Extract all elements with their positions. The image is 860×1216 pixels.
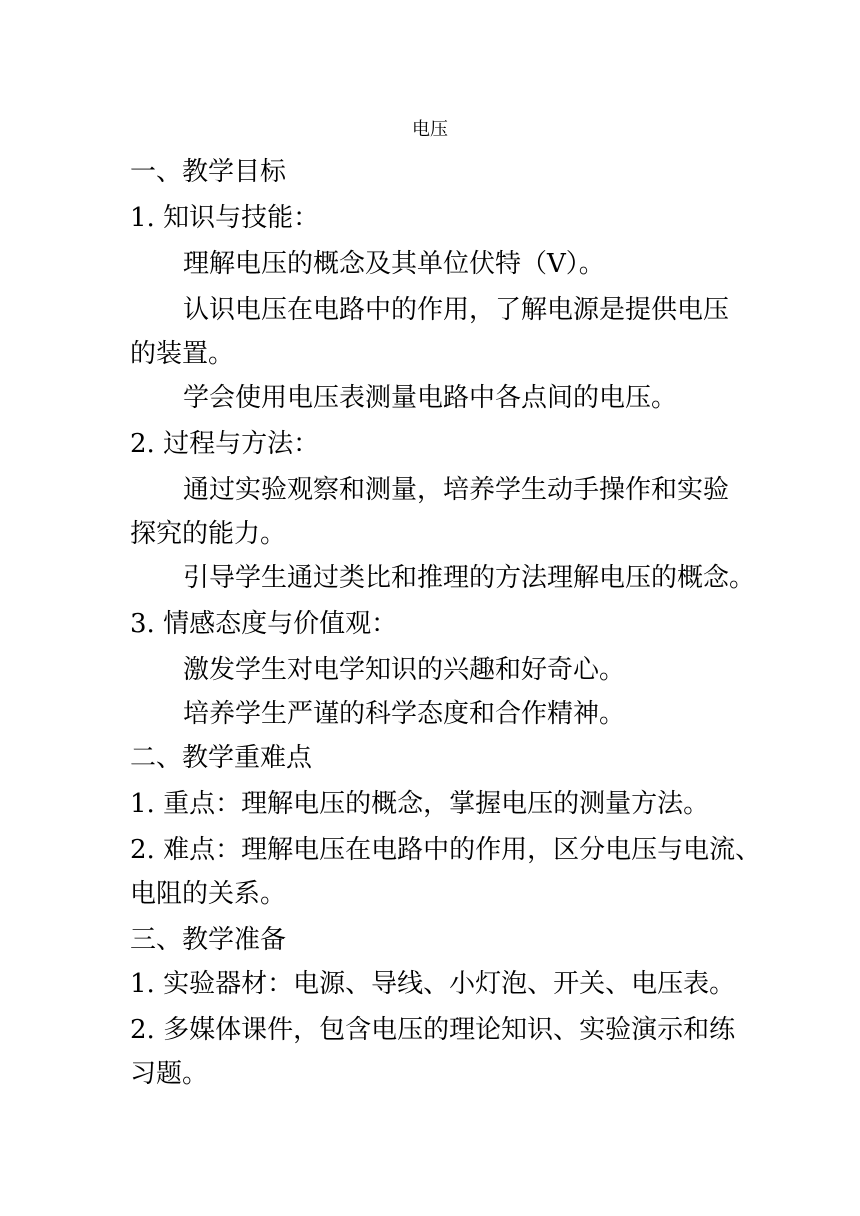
section-heading-preparation: 三、教学准备 bbox=[130, 925, 287, 955]
paragraph-line: 1. 重点：理解电压的概念，掌握电压的测量方法。 bbox=[130, 789, 710, 819]
paragraph-line: 培养学生严谨的科学态度和合作精神。 bbox=[183, 699, 626, 729]
paragraph-line: 通过实验观察和测量，培养学生动手操作和实验 bbox=[183, 475, 730, 505]
paragraph-line: 探究的能力。 bbox=[130, 519, 287, 549]
section-heading-key-points: 二、教学重难点 bbox=[130, 743, 313, 773]
subheading-knowledge: 1. 知识与技能： bbox=[130, 203, 320, 233]
paragraph-line: 的装置。 bbox=[130, 339, 235, 369]
paragraph-line: 认识电压在电路中的作用，了解电源是提供电压 bbox=[183, 295, 730, 325]
subheading-process: 2. 过程与方法： bbox=[130, 429, 320, 459]
subheading-attitude: 3. 情感态度与价值观： bbox=[130, 609, 398, 639]
paragraph-line: 1. 实验器材：电源、导线、小灯泡、开关、电压表。 bbox=[130, 969, 736, 999]
paragraph-line: 2. 多媒体课件，包含电压的理论知识、实验演示和练 bbox=[130, 1015, 736, 1045]
paragraph-line: 2. 难点：理解电压在电路中的作用，区分电压与电流、 bbox=[130, 835, 762, 865]
paragraph-line: 学会使用电压表测量电路中各点间的电压。 bbox=[183, 383, 678, 413]
section-heading-objectives: 一、教学目标 bbox=[130, 157, 287, 187]
paragraph-line: 习题。 bbox=[130, 1059, 209, 1089]
paragraph-line: 电阻的关系。 bbox=[130, 879, 287, 909]
paragraph-line: 激发学生对电学知识的兴趣和好奇心。 bbox=[183, 655, 626, 685]
paragraph-line: 引导学生通过类比和推理的方法理解电压的概念。 bbox=[183, 563, 756, 593]
paragraph-line: 理解电压的概念及其单位伏特（V）。 bbox=[183, 249, 605, 279]
document-title: 电压 bbox=[412, 119, 448, 140]
